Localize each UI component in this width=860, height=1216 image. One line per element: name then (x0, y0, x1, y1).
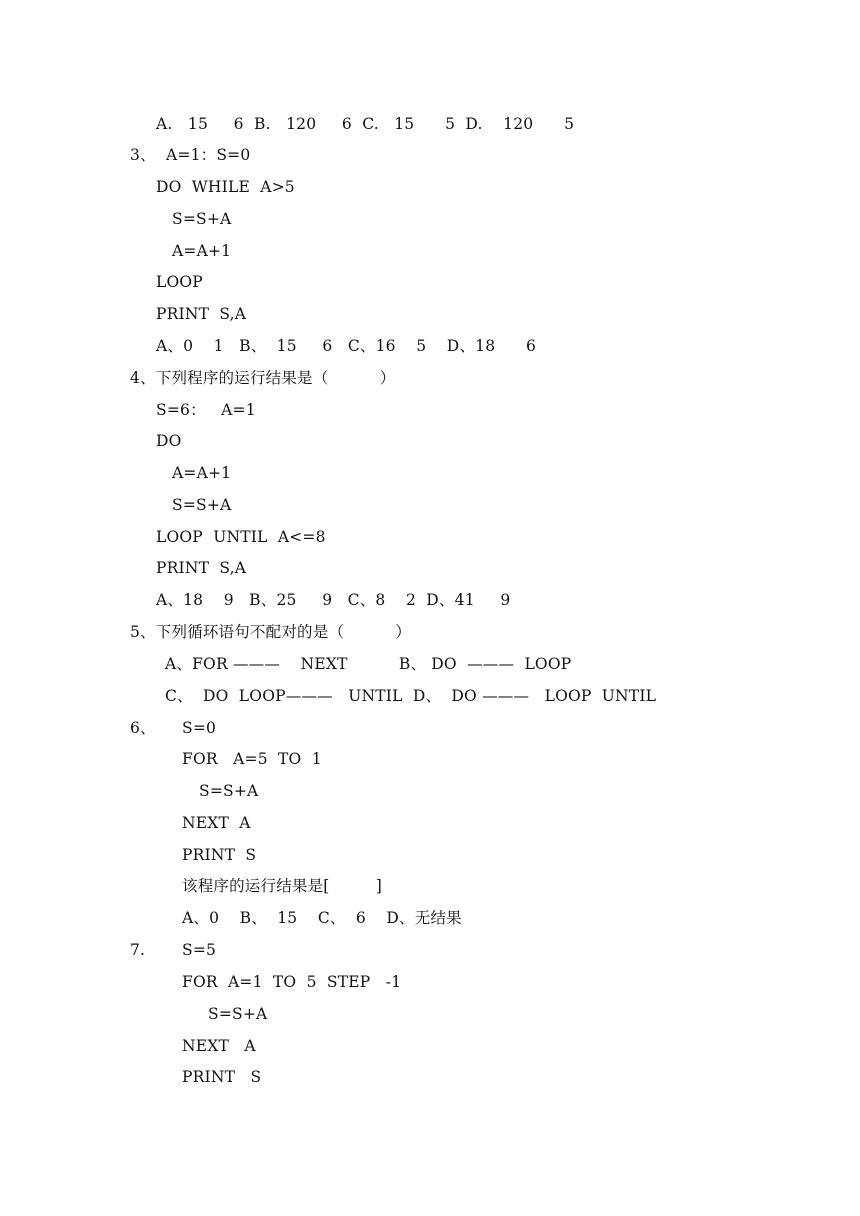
code-line: S=5 (182, 941, 217, 959)
q5-options-row2: C、 DO LOOP——— UNTIL D、 DO ——— LOOP UNTIL (165, 687, 657, 705)
code-line: PRINT S,A (156, 305, 247, 323)
code-line: S=S+A (172, 496, 232, 514)
q6-options: A、0 B、 15 C、 6 D、无结果 (182, 909, 462, 927)
code-line: NEXT A (182, 1037, 256, 1055)
q5-options-row1: A、FOR ——— NEXT B、 DO ——— LOOP (165, 655, 572, 673)
q5-header: 5、下列循环语句不配对的是（ ） (130, 623, 412, 641)
q3-options: A、0 1 B、 15 6 C、16 5 D、18 6 (156, 337, 537, 355)
q6-number: 6、 (130, 719, 156, 737)
code-line: S=S+A (172, 210, 232, 228)
q2-options: A. 15 6 B. 120 6 C. 15 5 D. 120 5 (156, 115, 575, 133)
code-line: S=S+A (199, 782, 259, 800)
code-line: DO (156, 432, 182, 450)
code-line: LOOP UNTIL A<=8 (156, 528, 326, 546)
q6-question: 该程序的运行结果是[ ] (182, 877, 382, 895)
q4-header: 4、下列程序的运行结果是（ ） (130, 369, 396, 387)
code-line: A=A+1 (172, 464, 232, 482)
code-line: DO WHILE A>5 (156, 178, 295, 196)
code-line: A=A+1 (172, 242, 232, 260)
code-line: LOOP (156, 273, 203, 291)
code-line: PRINT S (182, 1068, 262, 1086)
code-line: S=6： A=1 (156, 401, 256, 419)
q3-header: 3、 A=1：S=0 (130, 146, 251, 164)
code-line: PRINT S (182, 846, 257, 864)
code-line: PRINT S,A (156, 559, 247, 577)
code-line: NEXT A (182, 814, 251, 832)
code-line: FOR A=1 TO 5 STEP -1 (182, 973, 402, 991)
q4-options: A、18 9 B、25 9 C、8 2 D、41 9 (156, 591, 511, 609)
code-line: FOR A=5 TO 1 (182, 750, 322, 768)
q7-number: 7. (130, 941, 146, 959)
code-line: S=S+A (208, 1005, 268, 1023)
code-line: S=0 (182, 719, 217, 737)
